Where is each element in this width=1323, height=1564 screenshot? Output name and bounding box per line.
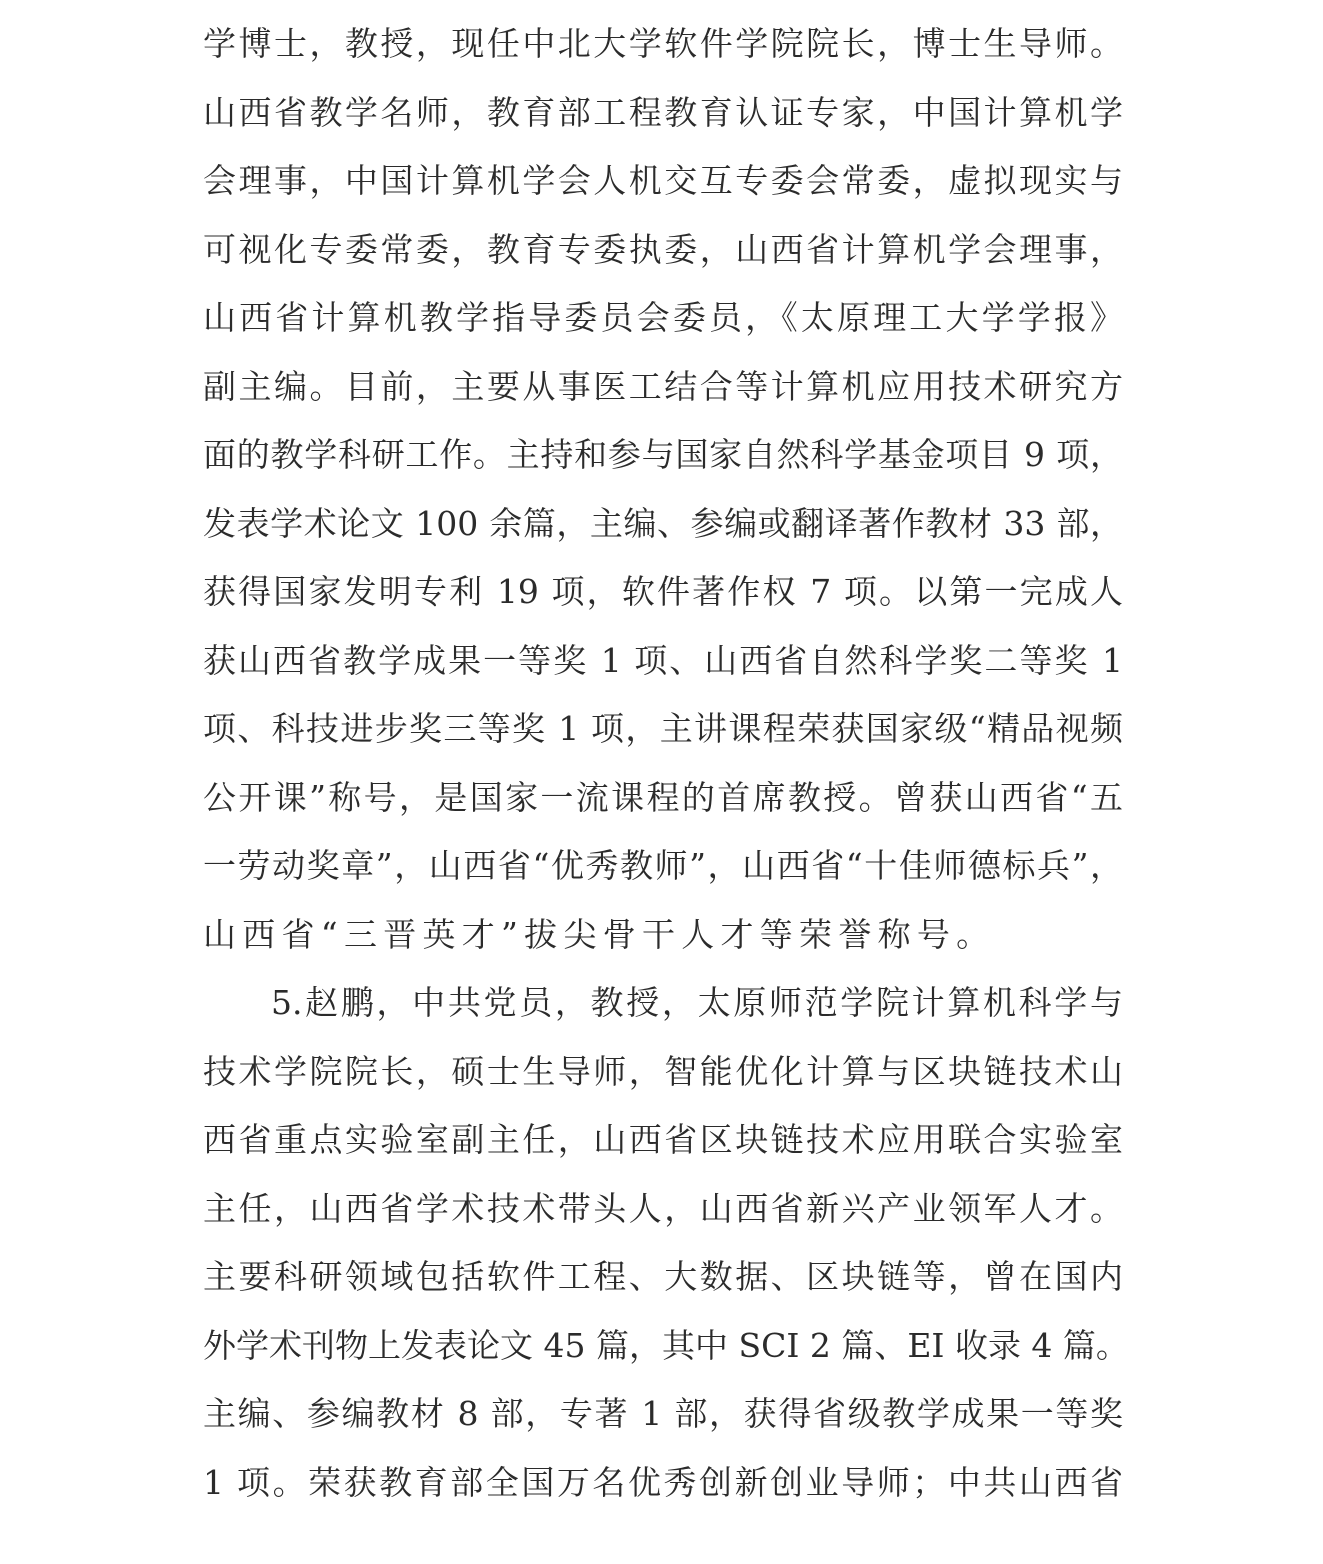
text-line: 主任，山西省学术技术带头人，山西省新兴产业领军人才。 xyxy=(203,1188,1123,1228)
text-line: 山西省教学名师，教育部工程教育认证专家，中国计算机学 xyxy=(203,92,1123,132)
paragraph-start-line: 5.赵鹏，中共党员，教授，太原师范学院计算机科学与 xyxy=(271,983,1123,1022)
text-line: 面的教学科研工作。主持和参与国家自然科学基金项目 9 项， xyxy=(203,435,1123,474)
paragraph-end-line: 山西省“三晋英才”拔尖骨干人才等荣誉称号。 xyxy=(203,914,996,954)
text-line: 外学术刊物上发表论文 45 篇，其中 SCI 2 篇、EI 收录 4 篇。 xyxy=(203,1325,1129,1365)
text-line: 学博士，教授，现任中北大学软件学院院长，博士生导师。 xyxy=(203,24,1123,63)
text-line: 会理事，中国计算机学会人机交互专委会常委，虚拟现实与 xyxy=(203,161,1123,200)
text-line: 获得国家发明专利 19 项，软件著作权 7 项。以第一完成人 xyxy=(203,572,1123,611)
text-line: 技术学院院长，硕士生导师，智能优化计算与区块链技术山 xyxy=(203,1051,1123,1091)
text-line: 主要科研领域包括软件工程、大数据、区块链等，曾在国内 xyxy=(203,1257,1123,1296)
text-line: 1 项。荣获教育部全国万名优秀创新创业导师；中共山西省 xyxy=(203,1462,1123,1502)
body-text xyxy=(203,10,1129,1517)
text-line: 公开课”称号，是国家一流课程的首席教授。曾获山西省“五 xyxy=(203,777,1123,817)
text-line: 西省重点实验室副主任，山西省区块链技术应用联合实验室 xyxy=(203,1120,1123,1159)
text-line: 主编、参编教材 8 部，专著 1 部，获得省级教学成果一等奖 xyxy=(203,1394,1123,1433)
text-line: 副主编。目前，主要从事医工结合等计算机应用技术研究方 xyxy=(203,366,1123,406)
text-line: 发表学术论文 100 余篇，主编、参编或翻译著作教材 33 部， xyxy=(203,503,1123,543)
text-line: 项、科技进步奖三等奖 1 项，主讲课程荣获国家级“精品视频 xyxy=(203,709,1123,748)
text-line: 获山西省教学成果一等奖 1 项、山西省自然科学奖二等奖 1 xyxy=(203,640,1123,680)
text-line: 一劳动奖章”，山西省“优秀教师”，山西省“十佳师德标兵”， xyxy=(203,846,1123,885)
text-line: 山西省计算机教学指导委员会委员，《太原理工大学学报》 xyxy=(203,298,1123,337)
text-line: 可视化专委常委，教育专委执委，山西省计算机学会理事， xyxy=(203,229,1123,269)
